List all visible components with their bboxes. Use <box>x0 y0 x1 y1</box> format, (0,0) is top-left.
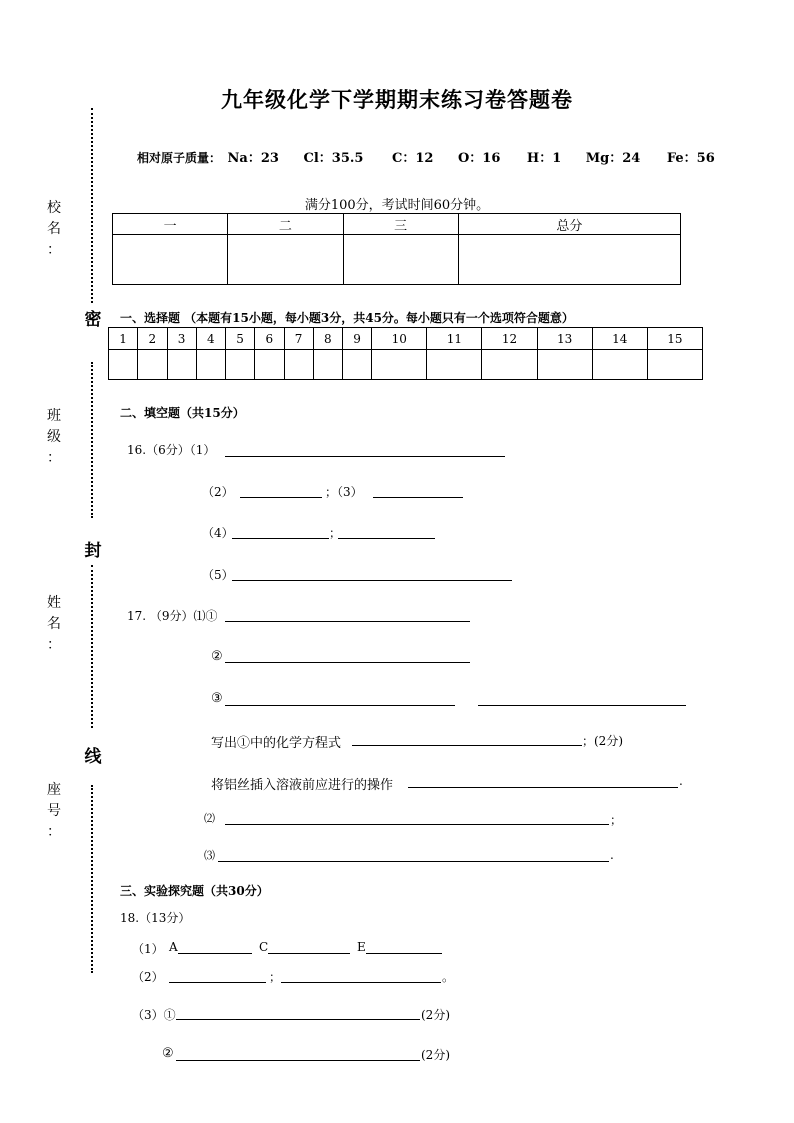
q16-4-label: （4） <box>202 526 234 540</box>
q17-equation-blank[interactable] <box>352 745 582 746</box>
q17-c3a-blank[interactable] <box>225 705 455 706</box>
q16-label: 16.（6分）（1） <box>127 443 216 457</box>
q18-2a-blank[interactable] <box>169 982 266 983</box>
atomic-mass-fe: Fe：56 <box>666 151 715 166</box>
q17-c2-blank[interactable] <box>225 662 470 663</box>
binding-line-4 <box>91 785 93 973</box>
exam-info: 满分100分，考试时间60分钟。 <box>304 198 490 213</box>
atomic-mass-cl: Cl：35.5 <box>303 151 364 166</box>
q17-c3b-blank[interactable] <box>478 705 686 706</box>
binding-line-2 <box>91 362 93 518</box>
q18-3-1-score: (2分) <box>421 1008 450 1022</box>
question-number: 7 <box>284 328 313 350</box>
question-number: 11 <box>427 328 482 350</box>
q16-4a-blank[interactable] <box>232 538 329 539</box>
school-label: 校 名 ： <box>47 200 61 258</box>
q18-3-2-label: ② <box>162 1046 174 1061</box>
q18-1-e-label: E <box>357 940 366 954</box>
score-cell[interactable] <box>228 235 343 285</box>
binding-line-1 <box>91 108 93 303</box>
answer-cell[interactable] <box>255 350 284 380</box>
seat-label: 座 号 ： <box>47 782 61 840</box>
q18-3-1-blank[interactable] <box>176 1019 420 1020</box>
q17-2-tail: ； <box>610 813 623 827</box>
answer-cell[interactable] <box>138 350 167 380</box>
q17-equation-label: 写出①中的化学方程式 <box>211 736 342 751</box>
q18-1-e-blank[interactable] <box>366 953 442 954</box>
seal-char-feng: 封 <box>84 541 102 561</box>
q17-2-blank[interactable] <box>225 824 609 825</box>
answer-cell[interactable] <box>647 350 702 380</box>
atomic-masses <box>137 147 715 166</box>
q16-5-label: （5） <box>202 568 234 582</box>
page-title: 九年级化学下学期期末练习卷答题卷 <box>221 87 573 112</box>
binding-line-3 <box>91 565 93 728</box>
question-number: 3 <box>167 328 196 350</box>
q16-3-blank[interactable] <box>373 497 463 498</box>
question-number: 8 <box>313 328 342 350</box>
q17-3-tail: . <box>610 848 614 862</box>
q17-operation-blank[interactable] <box>408 787 678 788</box>
answer-cell[interactable] <box>284 350 313 380</box>
answer-cell[interactable] <box>343 350 372 380</box>
q17-c2-label: ② <box>211 649 223 664</box>
q17-3-label: ⑶ <box>204 849 215 862</box>
question-number: 13 <box>537 328 592 350</box>
q18-2b-blank[interactable] <box>281 982 441 983</box>
atomic-mass-mg: Mg：24 <box>585 151 641 166</box>
q16-2-blank[interactable] <box>240 497 322 498</box>
name-label: 姓 名 ： <box>47 595 61 653</box>
atomic-mass-c: C：12 <box>391 151 434 166</box>
q16-4b-blank[interactable] <box>338 538 435 539</box>
seal-char-xian: 线 <box>84 747 102 767</box>
atomic-mass-h: H：1 <box>526 151 562 166</box>
seal-char-mi: 密 <box>84 310 102 330</box>
answer-cell[interactable] <box>592 350 647 380</box>
q18-2-separator: ； <box>269 970 282 984</box>
q17-2-label: ⑵ <box>204 812 215 825</box>
question-number: 4 <box>196 328 225 350</box>
answer-cell[interactable] <box>313 350 342 380</box>
q18-3-2-score: (2分) <box>421 1048 450 1062</box>
section-1-heading: 一、选择题 （本题有15小题，每小题3分，共45分。每小题只有一个选项符合题意） <box>120 311 574 325</box>
q18-3-label: （3）① <box>132 1008 176 1022</box>
q18-3-2-blank[interactable] <box>176 1060 420 1061</box>
q16-1-blank[interactable] <box>225 456 505 457</box>
question-number: 15 <box>647 328 702 350</box>
score-header: 一 <box>113 214 228 235</box>
q17-operation-tail: . <box>679 774 683 788</box>
class-label: 班 级 ： <box>47 408 61 466</box>
q18-2-label: （2） <box>132 970 164 984</box>
atomic-masses-label: 相对原子质量： <box>137 151 222 165</box>
q18-1-a-blank[interactable] <box>178 953 252 954</box>
answer-cell[interactable] <box>167 350 196 380</box>
answer-cell[interactable] <box>226 350 255 380</box>
answer-cell[interactable] <box>482 350 537 380</box>
score-header: 总分 <box>458 214 680 235</box>
question-number: 6 <box>255 328 284 350</box>
question-number: 9 <box>343 328 372 350</box>
question-number: 12 <box>482 328 537 350</box>
score-header: 三 <box>343 214 458 235</box>
question-number: 1 <box>109 328 138 350</box>
answer-cell[interactable] <box>109 350 138 380</box>
choice-answer-table <box>108 327 703 380</box>
atomic-mass-o: O：16 <box>457 151 501 166</box>
answer-cell[interactable] <box>372 350 427 380</box>
section-2-heading: 二、填空题（共15分） <box>120 406 245 420</box>
q17-operation-label: 将铝丝插入溶液前应进行的操作 <box>211 778 394 793</box>
score-cell[interactable] <box>458 235 680 285</box>
q16-5-blank[interactable] <box>232 580 512 581</box>
score-table <box>112 213 681 285</box>
q18-1-c-label: C <box>259 940 269 954</box>
question-number: 10 <box>372 328 427 350</box>
question-number: 5 <box>226 328 255 350</box>
q16-4-separator: ； <box>329 526 342 540</box>
q18-1-c-blank[interactable] <box>268 953 350 954</box>
q17-3-blank[interactable] <box>218 861 609 862</box>
answer-cell[interactable] <box>427 350 482 380</box>
q17-equation-score: ；(2分) <box>582 734 623 748</box>
score-cell[interactable] <box>113 235 228 285</box>
atomic-mass-na: Na：23 <box>227 151 279 166</box>
q17-c3-label: ③ <box>211 691 223 706</box>
q17-1-blank[interactable] <box>225 621 470 622</box>
q18-1-a-label: A <box>169 940 178 954</box>
answer-cell[interactable] <box>196 350 225 380</box>
q17-label: 17. （9分）⑴① <box>127 609 218 623</box>
q18-2-tail: 。 <box>442 970 455 984</box>
question-number: 14 <box>592 328 647 350</box>
q18-1-label: （1） <box>132 942 164 956</box>
q16-2-label: （2） <box>202 485 234 499</box>
question-number: 2 <box>138 328 167 350</box>
section-3-heading: 三、实验探究题（共30分） <box>120 884 269 898</box>
q18-label: 18.（13分） <box>120 911 191 925</box>
score-header: 二 <box>228 214 343 235</box>
q16-3-label: ；（3） <box>325 485 363 499</box>
score-cell[interactable] <box>343 235 458 285</box>
answer-cell[interactable] <box>537 350 592 380</box>
